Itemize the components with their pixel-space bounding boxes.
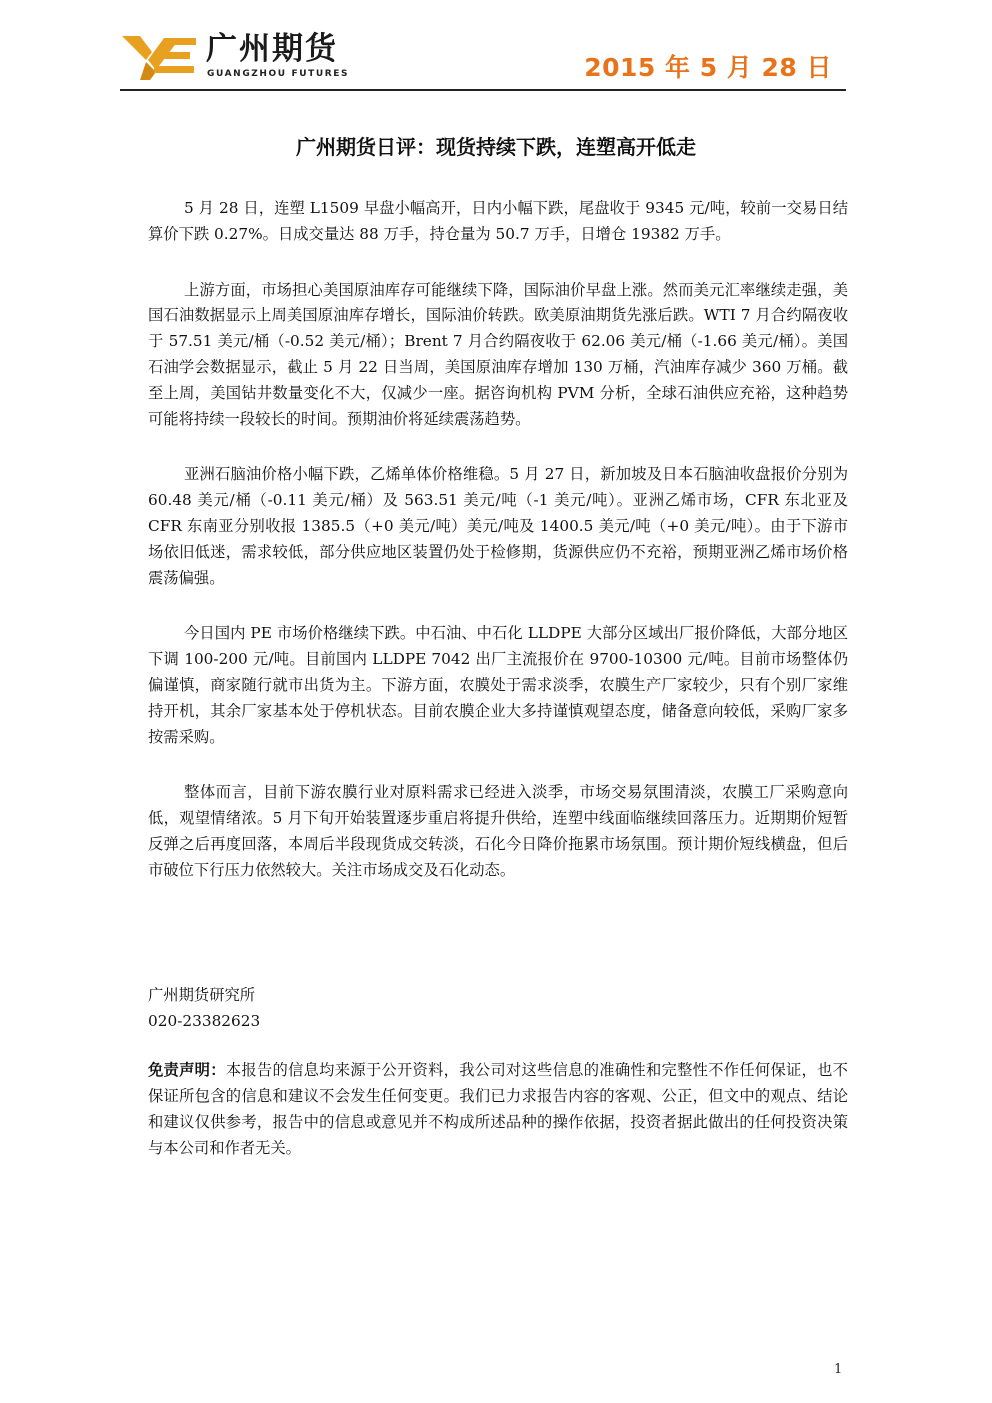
page-number: 1: [834, 1362, 843, 1377]
disclaimer-label: 免责声明：: [148, 1061, 226, 1079]
paragraph-asia-naphtha: 亚洲石脑油价格小幅下跌，乙烯单体价格维稳。5 月 27 日，新加坡及日本石脑油收盘报价分别为 60.48 美元/桶（-0.11 美元/桶）及 563.51 美元/吨（-1 美元/吨）。亚洲乙烯市场，CFR 东北亚及 CFR 东南亚分别收报 1385.5（+0 美元/吨）美元/吨及 1400.5 美元/吨（+0 美元/吨）。由于下游市场依旧低迷，需求较低，部分供应地区装置仍处于检修期，货源供应仍不充裕，预期亚洲乙烯市场价格震荡偏强。: [148, 465, 848, 587]
paragraph-domestic-pe: 今日国内 PE 市场价格继续下跌。中石油、中石化 LLDPE 大部分区域出厂报价降低，大部分地区下调 100-200 元/吨。目前国内 LLDPE 7042 出厂主流报价在 9700-10300 元/吨。目前市场整体仍偏谨慎，商家随行就市出货为主。下游方面，农膜处于需求淡季，农膜生产厂家较少，只有个别厂家维持开机，其余厂家基本处于停机状态。目前农膜企业大多持谨慎观望态度，储备意向较低，采购厂家多按需采购。: [148, 624, 848, 746]
research-institute: 广州期货研究所: [148, 986, 256, 1004]
paragraph-market-summary: 5 月 28 日，连塑 L1509 早盘小幅高开，日内小幅下跌，尾盘收于 9345 元/吨，较前一交易日结算价下跌 0.27%。日成交量达 88 万手，持仓量为 50.7 万手，日增仓 19382 万手。: [148, 199, 848, 243]
logo-english-name: GUANGZHOU FUTURES: [207, 69, 350, 79]
logo-mark-icon: [120, 30, 198, 82]
report-body: [148, 196, 848, 914]
paragraph-upstream-oil: 上游方面，市场担心美国原油库存可能继续下降，国际油价早盘上涨。然而美元汇率继续走强，美国石油数据显示上周美国原油库存增长，国际油价转跌。欧美原油期货先涨后跌。WTI 7 月合约隔夜收于 57.51 美元/桶（-0.52 美元/桶）；Brent 7 月合约隔夜收于 62.06 美元/桶（-1.66 美元/桶）。美国石油学会数据显示，截止 5 月 22 日当周，美国原油库存增加 130 万桶，汽油库存减少 360 万桶。截至上周，美国钻井数量变化不大，仅减少一座。据咨询机构 PVM 分析，全球石油供应充裕，这种趋势可能将持续一段较长的时间。预期油价将延续震荡趋势。: [148, 280, 848, 428]
header-divider: [120, 89, 846, 91]
company-logo: [120, 30, 360, 84]
contact-phone: 020-23382623: [148, 1012, 261, 1030]
page-header: [120, 28, 846, 90]
report-date: 2015 年 5 月 28 日: [584, 53, 832, 82]
report-title: 广州期货日评：现货持续下跌，连塑高开低走: [296, 135, 696, 159]
paragraph-outlook: 整体而言，目前下游农膜行业对原料需求已经进入淡季，市场交易氛围清淡，农膜工厂采购意向低，观望情绪浓。5 月下旬开始装置逐步重启将提升供给，连塑中线面临继续回落压力。近期期价短暂反弹之后再度回落，本周后半段现货成交转淡，石化今日降价拖累市场氛围。预计期价短线横盘，但后市破位下行压力依然较大。关注市场成交及石化动态。: [148, 783, 848, 879]
disclaimer: [148, 1057, 848, 1161]
logo-chinese-name: 广州期货: [206, 31, 338, 67]
disclaimer-text: 本报告的信息均来源于公开资料，我公司对这些信息的准确性和完整性不作任何保证，也不保证所包含的信息和建议不会发生任何变更。我们已力求报告内容的客观、公正，但文中的观点、结论和建议仅供参考，报告中的信息或意见并不构成所述品种的操作依据，投资者据此做出的任何投资决策与本公司和作者无关。: [148, 1061, 848, 1157]
author-block: [148, 982, 848, 1034]
